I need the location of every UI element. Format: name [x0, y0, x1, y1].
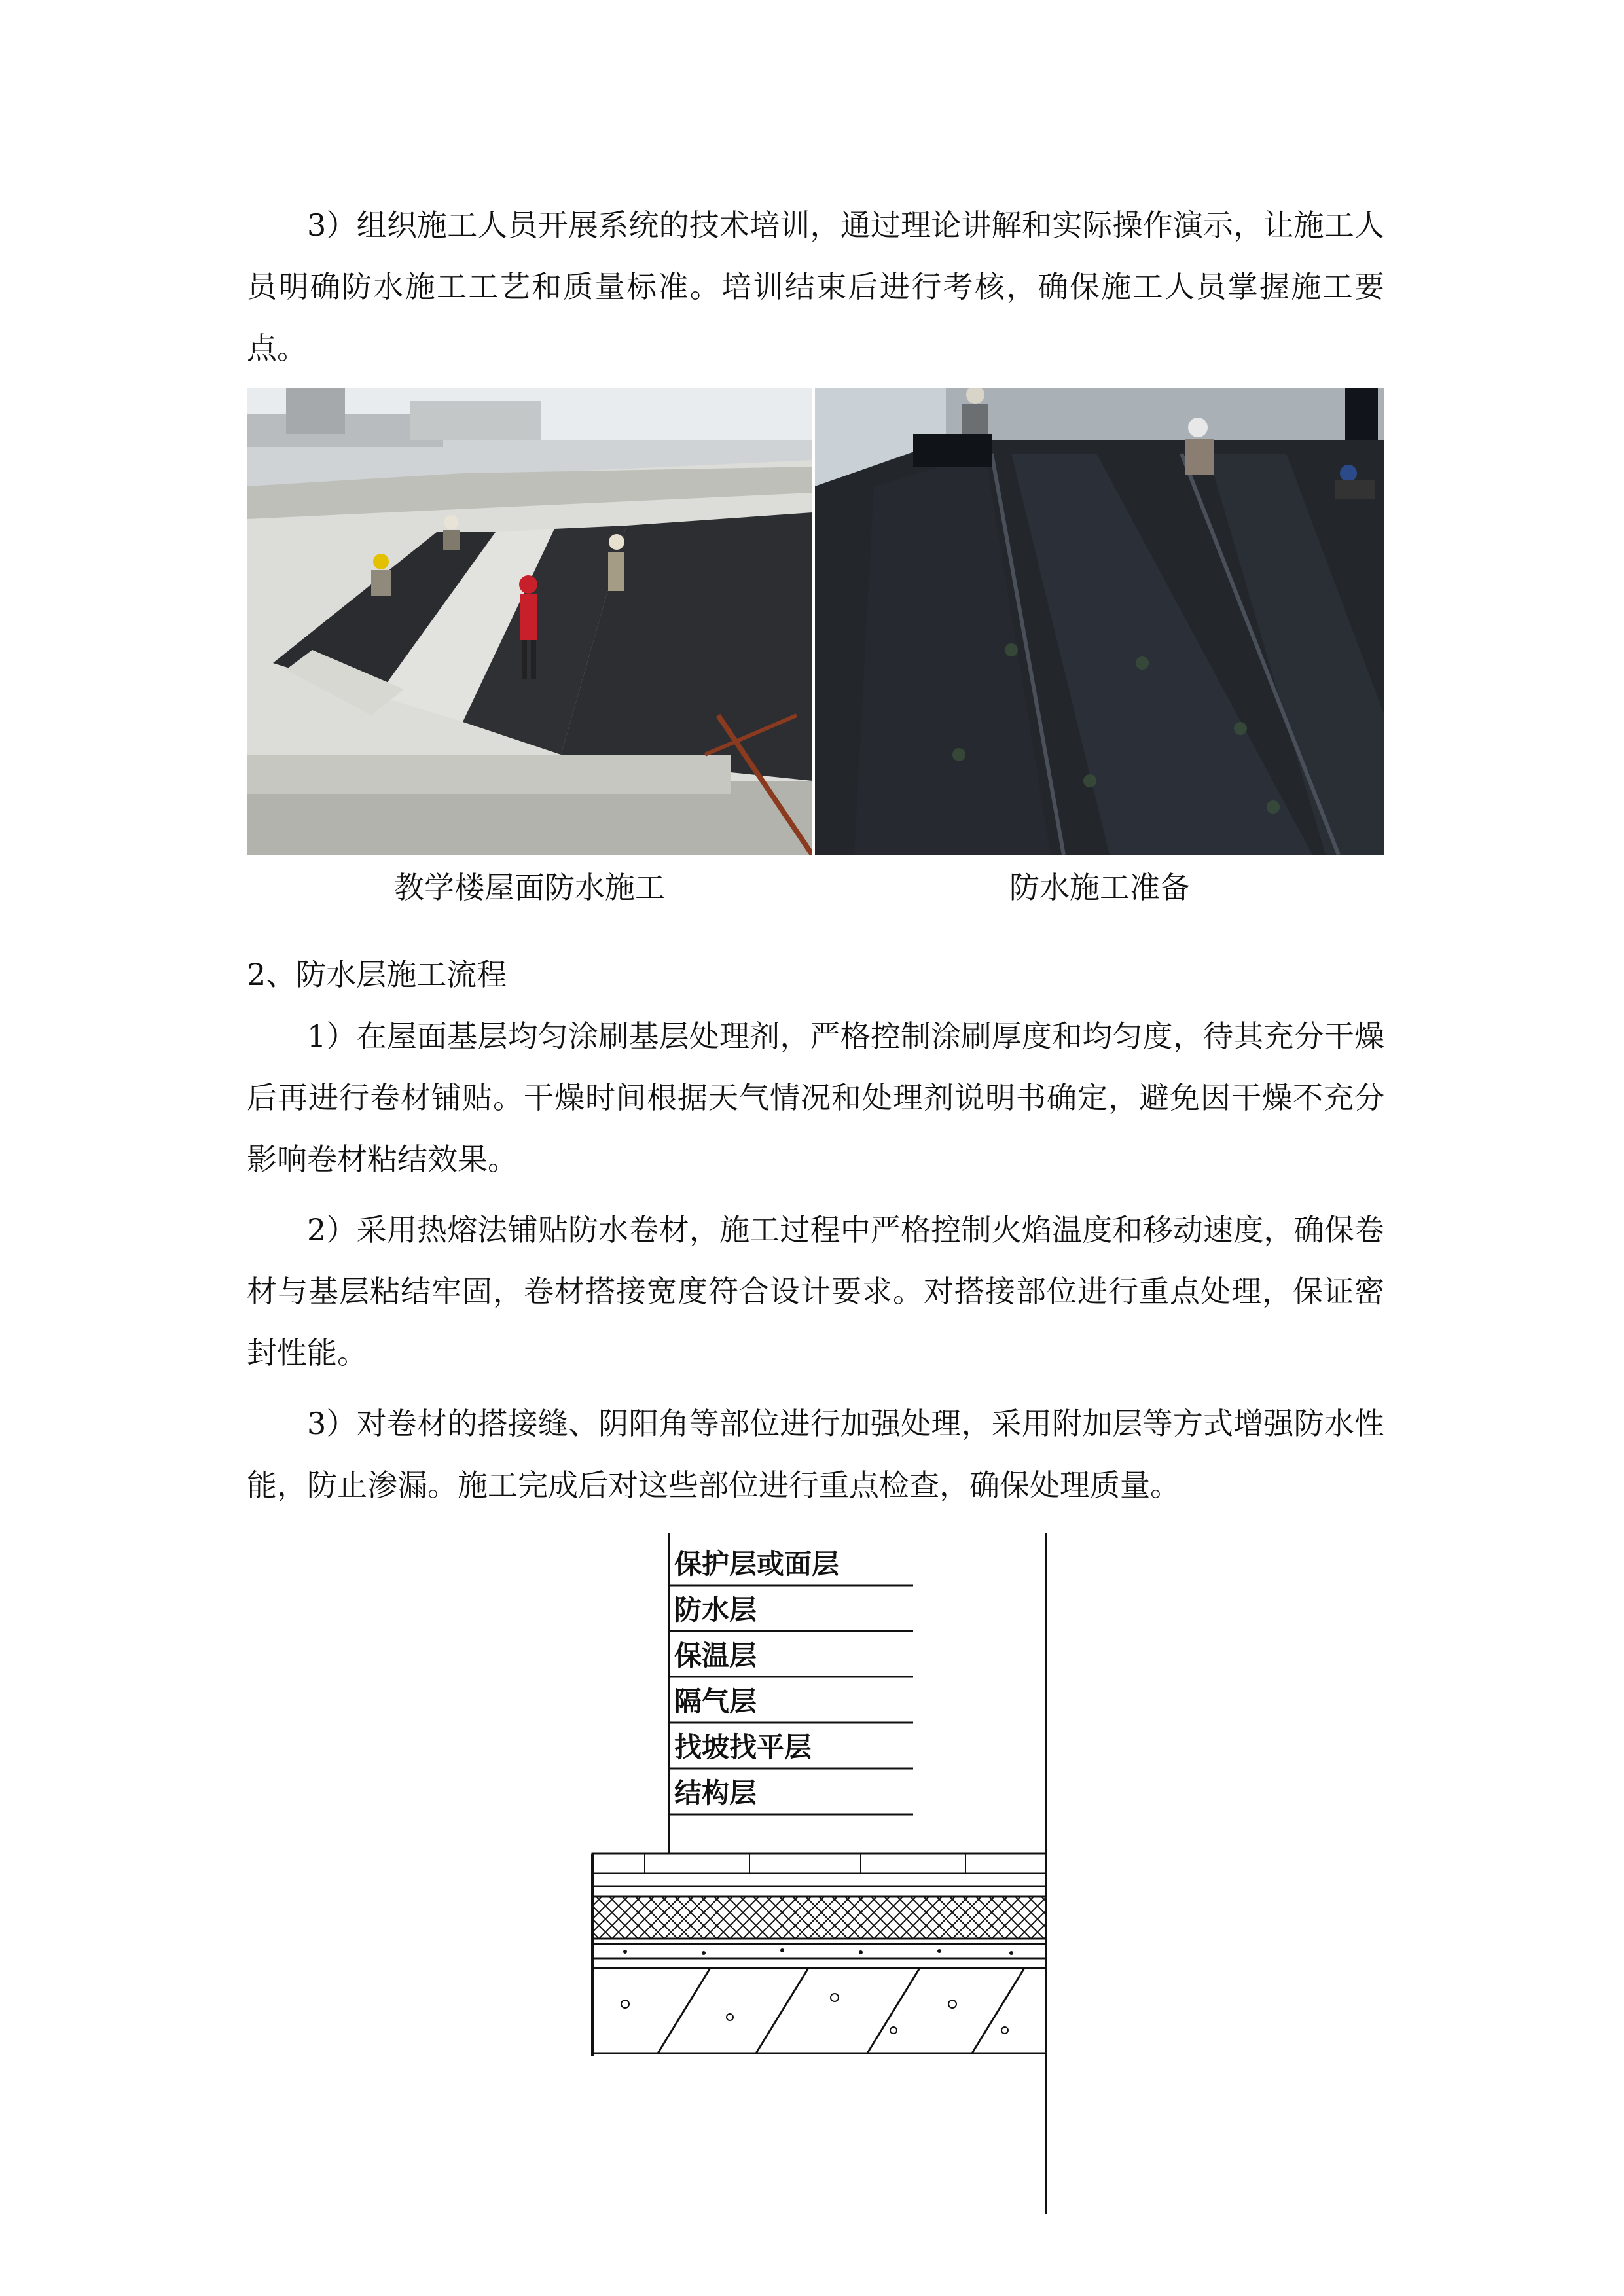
layer-label: 结构层	[674, 1777, 757, 1809]
layer-label: 保温层	[674, 1640, 757, 1672]
paragraph-training: 3）组织施工人员开展系统的技术培训，通过理论讲解和实际操作演示，让施工人员明确防水施工工艺和质量标准。培训结束后进行考核，确保施工人员掌握施工要点。	[247, 207, 1384, 366]
roof-layer-diagram	[586, 1533, 1070, 2220]
photo-waterproofing-preparation	[815, 388, 1384, 855]
caption-right-photo: 防水施工准备	[1009, 870, 1190, 905]
paragraph-hot-melt: 2）采用热熔法铺贴防水卷材，施工过程中严格控制火焰温度和移动速度，确保卷材与基层粘结牢固，卷材搭接宽度符合设计要求。对搭接部位进行重点处理，保证密封性能。	[247, 1212, 1384, 1371]
layer-label: 保护层或面层	[674, 1548, 840, 1580]
caption-left-photo: 教学楼屋面防水施工	[394, 870, 665, 905]
layer-label: 找坡找平层	[674, 1731, 812, 1763]
paragraph-reinforcement: 3）对卷材的搭接缝、阴阳角等部位进行加强处理，采用附加层等方式增强防水性能，防止渗漏。施工完成后对这些部位进行重点检查，确保处理质量。	[247, 1406, 1384, 1503]
layer-label: 隔气层	[674, 1685, 757, 1717]
paragraph-base-treatment: 1）在屋面基层均匀涂刷基层处理剂，严格控制涂刷厚度和均匀度，待其充分干燥后再进行卷材铺贴。干燥时间根据天气情况和处理剂说明书确定，避免因干燥不充分影响卷材粘结效果。	[247, 1018, 1384, 1177]
photo-roof-waterproofing	[247, 388, 812, 855]
layer-label: 防水层	[674, 1594, 757, 1626]
section-heading: 2、防水层施工流程	[247, 957, 507, 992]
